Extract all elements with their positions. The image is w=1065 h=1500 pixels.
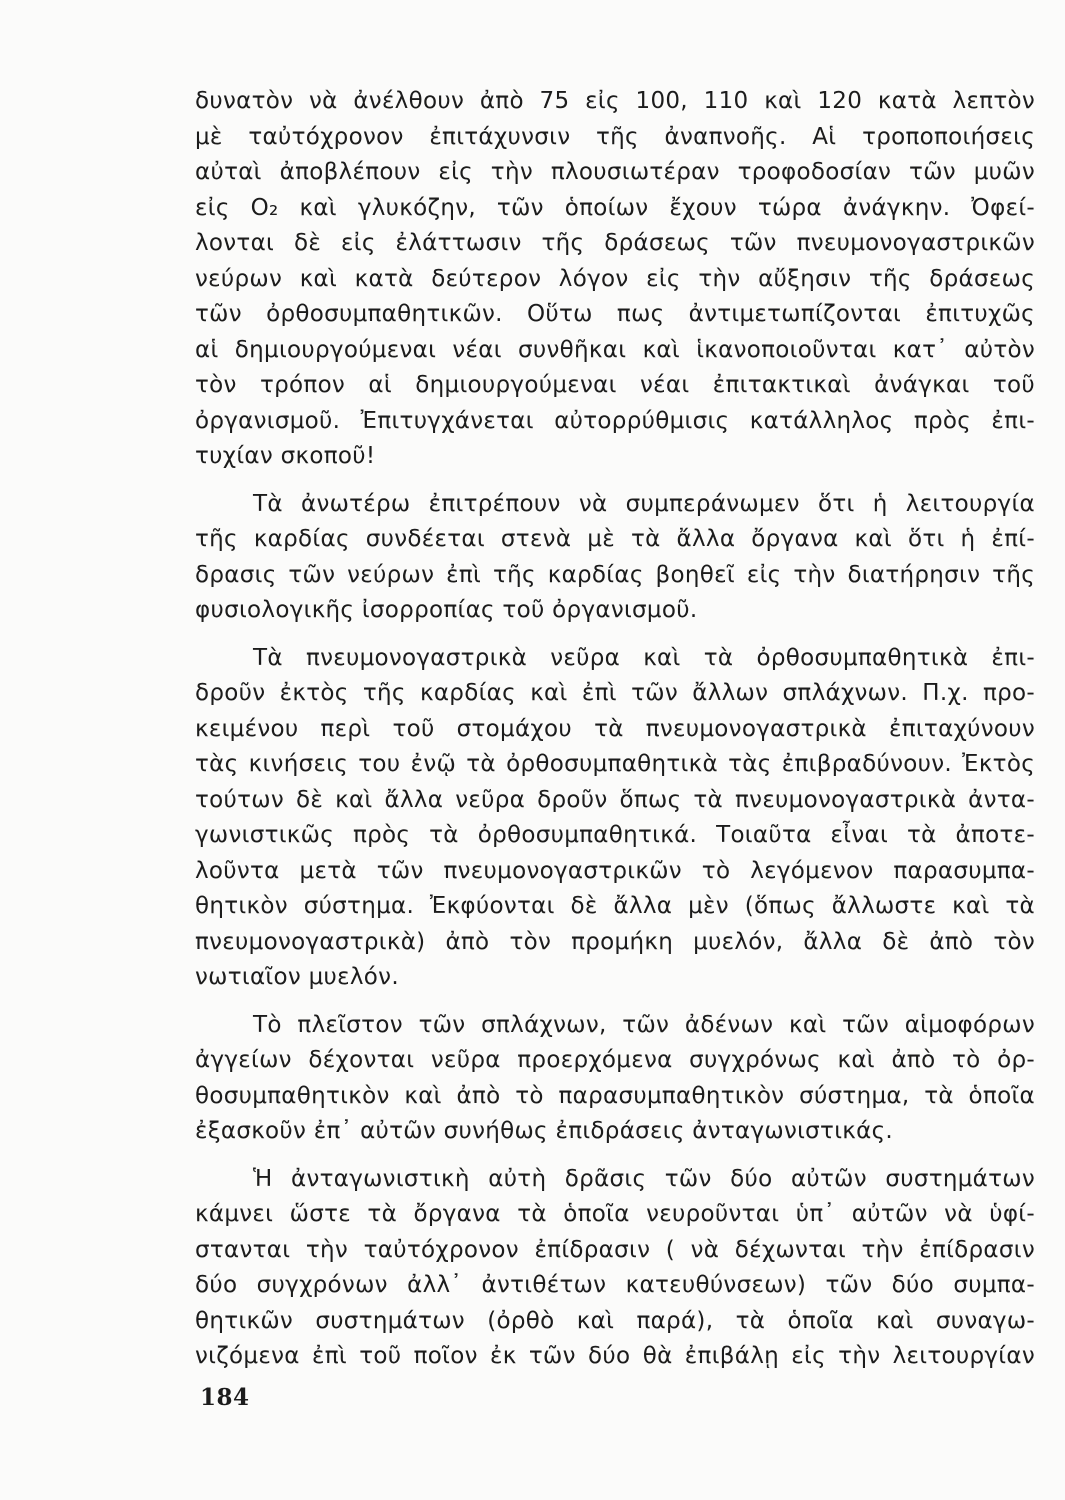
- text-line: τὸν τρόπον αἱ δημιουργούμεναι νέαι ἐπιτακτικαὶ ἀνάγκαι τοῦ: [195, 372, 1035, 398]
- text-line: δυνατὸν νὰ ἀνέλθουν ἀπὸ 75 εἰς 100, 110 καὶ 120 κατὰ λεπτὸν: [195, 88, 1035, 114]
- text-line: θοσυμπαθητικὸν καὶ ἀπὸ τὸ παρασυμπαθητικὸν σύστημα, τὰ ὁποῖα: [195, 1082, 1035, 1109]
- text-line: στανται τὴν ταὐτόχρονον ἐπίδρασιν ( νὰ δέχωνται τὴν ἐπίδρασιν: [195, 1236, 1035, 1263]
- text-line: τὰς κινήσεις του ἐνῷ τὰ ὀρθοσυμπαθητικὰ τὰς ἐπιβραδύνουν. Ἐκτὸς: [195, 751, 1035, 777]
- text-line: μὲ ταὐτόχρονον ἐπιτάχυνσιν τῆς ἀναπνοῆς. Αἱ τροποποιήσεις: [195, 123, 1035, 150]
- text-line: νωτιαῖον μυελόν.: [195, 964, 399, 990]
- text-line: φυσιολογικῆς ἰσορροπίας τοῦ ὀργανισμοῦ.: [195, 597, 698, 623]
- text-line: νιζόμενα ἐπὶ τοῦ ποῖον ἐκ τῶν δύο θὰ ἐπιβάλῃ εἰς τὴν λειτουργίαν: [195, 1343, 1035, 1369]
- paragraph-gap: [195, 996, 1035, 1008]
- text-line: εἰς O₂ καὶ γλυκόζην, τῶν ὁποίων ἔχουν τώρα ἀνάγκην. Ὀφεί-: [195, 194, 1035, 221]
- text-line: νεύρων καὶ κατὰ δεύτερον λόγον εἰς τὴν αὔξησιν τῆς δράσεως: [195, 265, 1035, 292]
- text-line: πνευμονογαστρικὰ) ἀπὸ τὸν προμήκη μυελόν, ἄλλα δὲ ἀπὸ τὸν: [195, 928, 1035, 955]
- text-line: αἱ δημιουργούμεναι νέαι συνθῆκαι καὶ ἱκανοποιοῦνται κατ᾽ αὐτὸν: [195, 336, 1035, 363]
- text-line: τῶν ὀρθοσυμπαθητικῶν. Οὕτω πως ἀντιμετωπίζονται ἐπιτυχῶς: [195, 301, 1035, 327]
- text-line: δρασις τῶν νεύρων ἐπὶ τῆς καρδίας βοηθεῖ εἰς τὴν διατήρησιν τῆς: [195, 561, 1035, 588]
- text-line: τῆς καρδίας συνδέεται στενὰ μὲ τὰ ἄλλα ὄργανα καὶ ὅτι ἡ ἐπί-: [195, 526, 1035, 552]
- text-line: γωνιστικῶς πρὸς τὰ ὀρθοσυμπαθητικά. Τοιαῦτα εἶναι τὰ ἀποτε-: [195, 822, 1035, 848]
- paragraph-gap: [195, 1150, 1035, 1162]
- text-line: ἀγγείων δέχονται νεῦρα προερχόμενα συγχρόνως καὶ ἀπὸ τὸ ὀρ-: [195, 1047, 1035, 1073]
- text-line: Τὰ ἀνωτέρω ἐπιτρέπουν νὰ συμπεράνωμεν ὅτι ἡ λειτουργία: [253, 490, 1035, 517]
- text-line: τυχίαν σκοποῦ!: [195, 443, 376, 469]
- text-line: Ἡ ἀνταγωνιστικὴ αὐτὴ δρᾶσις τῶν δύο αὐτῶν συστημάτων: [253, 1165, 1035, 1192]
- text-line: αὐταὶ ἀποβλέπουν εἰς τὴν πλουσιωτέραν τροφοδοσίαν τῶν μυῶν: [195, 159, 1035, 185]
- paragraph: [195, 487, 1035, 629]
- paragraph: [195, 1162, 1035, 1375]
- paragraph: [195, 1008, 1035, 1150]
- text-line: θητικὸν σύστημα. Ἐκφύονται δὲ ἄλλα μὲν (ὅπως ἄλλωστε καὶ τὰ: [195, 893, 1035, 919]
- paragraph: [195, 641, 1035, 996]
- text-line: κάμνει ὥστε τὰ ὄργανα τὰ ὁποῖα νευροῦνται ὑπ᾽ αὐτῶν νὰ ὑφί-: [195, 1201, 1035, 1227]
- paragraph-gap: [195, 475, 1035, 487]
- text-line: λοῦντα μετὰ τῶν πνευμονογαστρικῶν τὸ λεγόμενον παρασυμπα-: [195, 857, 1035, 884]
- text-line: ἐξασκοῦν ἐπ᾽ αὐτῶν συνήθως ἐπιδράσεις ἀνταγωνιστικάς.: [195, 1118, 894, 1144]
- text-line: ὀργανισμοῦ. Ἐπιτυγχάνεται αὐτορρύθμισις κατάλληλος πρὸς ἐπι-: [195, 407, 1035, 434]
- text-line: Τὸ πλεῖστον τῶν σπλάχνων, τῶν ἀδένων καὶ τῶν αἱμοφόρων: [253, 1011, 1035, 1038]
- text-line: λονται δὲ εἰς ἐλάττωσιν τῆς δράσεως τῶν πνευμονογαστρικῶν: [195, 230, 1035, 256]
- text-line: δύο συγχρόνων ἀλλ᾽ ἀντιθέτων κατευθύνσεων) τῶν δύο συμπα-: [195, 1272, 1035, 1298]
- text-line: Τὰ πνευμονογαστρικὰ νεῦρα καὶ τὰ ὀρθοσυμπαθητικὰ ἐπι-: [253, 644, 1035, 671]
- text-line: τούτων δὲ καὶ ἄλλα νεῦρα δροῦν ὅπως τὰ πνευμονογαστρικὰ ἀντα-: [195, 786, 1035, 813]
- text-line: θητικῶν συστημάτων (ὀρθὸ καὶ παρά), τὰ ὁποῖα καὶ συναγω-: [195, 1307, 1035, 1334]
- paragraph-gap: [195, 629, 1035, 641]
- text-line: κειμένου περὶ τοῦ στομάχου τὰ πνευμονογαστρικὰ ἐπιταχύνουν: [195, 715, 1035, 742]
- paragraph: [195, 84, 1035, 475]
- page-number: 184: [200, 1384, 250, 1411]
- text-line: δροῦν ἐκτὸς τῆς καρδίας καὶ ἐπὶ τῶν ἄλλων σπλάχνων. Π.χ. προ-: [195, 680, 1035, 706]
- body-text: [195, 84, 1035, 1375]
